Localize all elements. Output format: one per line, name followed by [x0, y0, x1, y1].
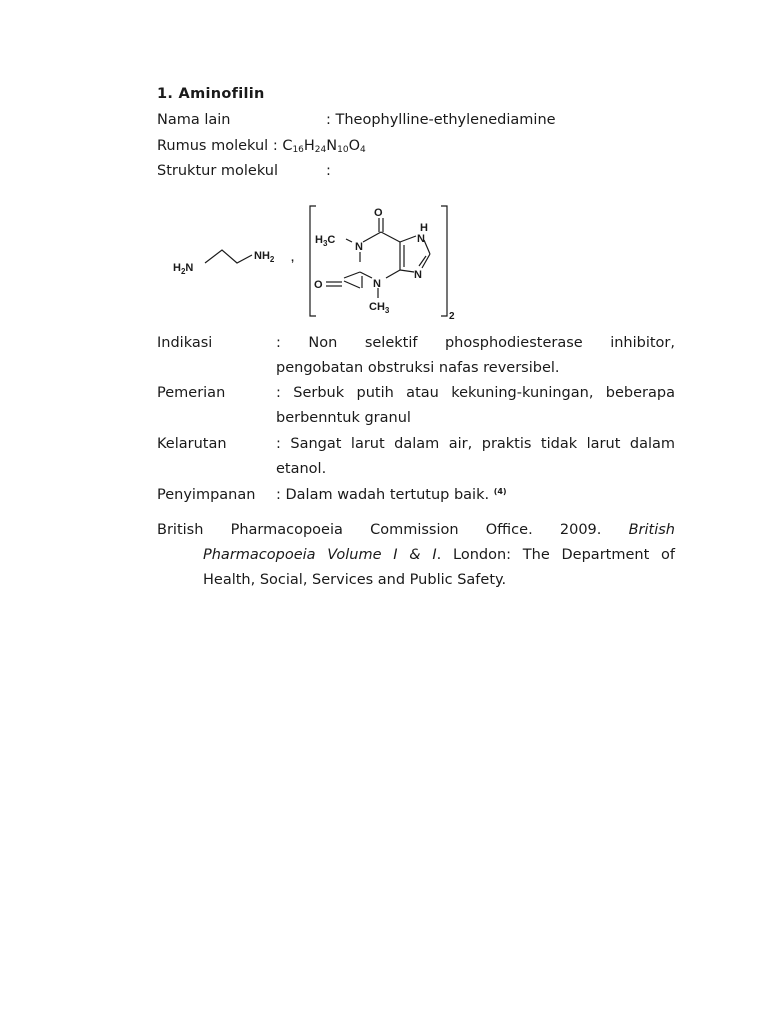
- atom-n7: N: [414, 269, 422, 281]
- atom-n1: N: [355, 241, 363, 253]
- rumus-molekul-row: [157, 138, 366, 154]
- nh2-label: $NH_2$: [254, 250, 275, 264]
- formula-element-1: H: [303, 138, 315, 154]
- bracket-subscript: 2: [449, 311, 455, 322]
- atom-h9: H: [420, 222, 428, 234]
- rumus-molekul-formula: [282, 138, 365, 154]
- section-heading: 1. Aminofilin: [157, 86, 265, 102]
- atom-n3: N: [373, 278, 381, 290]
- formula-subscript-0: 16: [292, 145, 304, 155]
- formula-subscript-3: 4: [359, 145, 366, 155]
- indikasi-text: : Non selektif phosphodiesterase inhibitor, pengobatan obstruksi nafas reversibel.: [276, 335, 675, 376]
- atom-h3c: $H_3C$: [315, 234, 336, 248]
- formula-element-2: N: [326, 138, 338, 154]
- reference-line-3: Health, Social, Services and Public Safety.: [203, 572, 507, 588]
- ethylenediamine-structure: [173, 250, 294, 276]
- struktur-molekul-colon: :: [326, 163, 331, 179]
- formula-element-0: C: [282, 138, 293, 154]
- right-bracket: [441, 206, 447, 316]
- kelarutan-label: Kelarutan: [157, 436, 227, 452]
- kelarutan-text: : Sangat larut dalam air, praktis tidak larut dalam etanol.: [276, 436, 675, 477]
- nama-lain-value: : Theophylline-ethylenediamine: [326, 112, 556, 128]
- formula-element-3: O: [348, 138, 360, 154]
- penyimpanan-label: Penyimpanan: [157, 487, 256, 503]
- nama-lain-label: Nama lain: [157, 112, 231, 128]
- left-bracket: [310, 206, 316, 316]
- penyimpanan-text: : Dalam wadah tertutup baik. $^{(4)}$: [276, 487, 507, 503]
- reference-entry: [157, 518, 675, 593]
- struktur-molekul-label: Struktur molekul: [157, 163, 278, 179]
- citation-superscript: (4): [493, 487, 507, 496]
- rumus-molekul-label: Rumus molekul :: [157, 138, 283, 154]
- formula-subscript-2: 10: [337, 145, 349, 155]
- h2n-label: $H_2N$: [173, 262, 194, 276]
- atom-ch3: $CH_3$: [369, 301, 390, 315]
- pemerian-text: : Serbuk putih atau kekuning-kuningan, beberapa berbenntuk granul: [276, 385, 675, 426]
- atom-o-top: O: [374, 207, 383, 219]
- theophylline-atom-labels: [314, 207, 428, 315]
- ethylene-chain: [205, 250, 252, 263]
- formula-subscript-1: 24: [314, 145, 327, 155]
- molecular-structure: [160, 198, 480, 326]
- atom-n9: N: [417, 233, 425, 245]
- indikasi-label: Indikasi: [157, 335, 213, 351]
- pemerian-label: Pemerian: [157, 385, 226, 401]
- comma-separator: ,: [291, 252, 295, 264]
- reference-line-1: British Pharmacopoeia Commission Office. 2009. British: [157, 522, 675, 538]
- reference-line-2: Pharmacopoeia Volume I & I. London: The Department of: [203, 547, 675, 563]
- atom-o-left: O: [314, 279, 323, 291]
